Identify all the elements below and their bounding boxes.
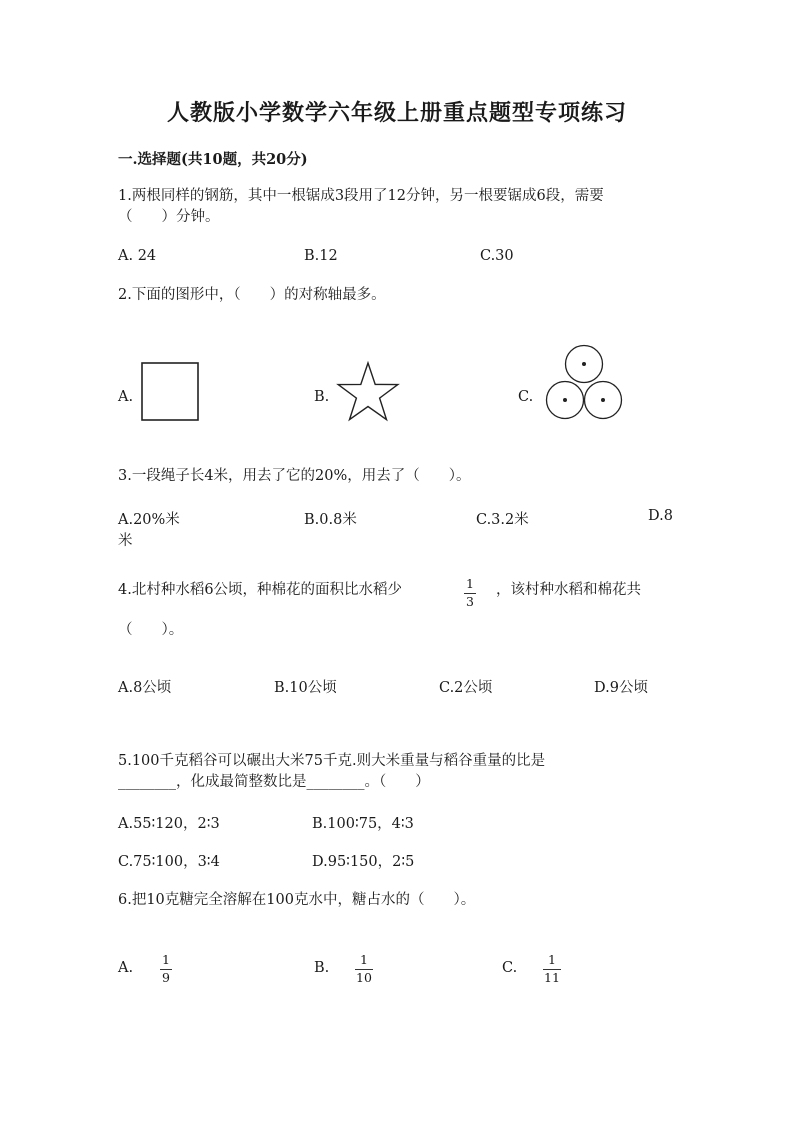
page-title: 人教版小学数学六年级上册重点题型专项练习 <box>166 100 627 126</box>
q4-option-c[interactable]: C.2公顷 <box>439 680 493 696</box>
q4-option-b[interactable]: B.10公顷 <box>274 680 337 696</box>
q6-fraction-b: 1 10 <box>356 952 372 985</box>
q6-fraction-c: 1 11 <box>544 952 560 985</box>
star-figure <box>337 361 401 423</box>
q1-option-b[interactable]: B.12 <box>304 248 338 264</box>
question-3-text: 3.一段绳子长4米，用去了它的20%，用去了（ ）。 <box>118 468 471 484</box>
q2-option-b[interactable]: B. <box>314 389 330 405</box>
q5-option-b[interactable]: B.100∶75，4∶3 <box>312 816 414 832</box>
square-figure <box>141 362 199 422</box>
q3-option-a[interactable]: A.20%米 <box>118 512 180 528</box>
q4-option-a[interactable]: A.8公顷 <box>118 680 172 696</box>
q4-fraction: 1 3 <box>464 577 476 609</box>
question-4-text-after: ，该村种水稻和棉花共 <box>496 582 641 598</box>
q5-option-a[interactable]: A.55∶120，2∶3 <box>118 816 220 832</box>
q5-option-d[interactable]: D.95∶150，2∶5 <box>312 854 415 870</box>
q4-option-d[interactable]: D.9公顷 <box>594 680 648 696</box>
q6-option-b[interactable]: B. <box>314 960 330 976</box>
q5-option-c[interactable]: C.75∶100，3∶4 <box>118 854 220 870</box>
q1-option-a[interactable]: A. 24 <box>118 248 157 264</box>
three-circles-figure <box>543 344 625 420</box>
q6-option-a[interactable]: A. <box>118 960 134 976</box>
question-4-text-before: 4.北村种水稻6公顷，种棉花的面积比水稻少 <box>118 582 403 598</box>
question-5-text: 5.100千克稻谷可以碾出大米75千克.则大米重量与稻谷重量的比是 ________，化成最简整数比是________。（ ） <box>118 753 546 790</box>
section-heading: 一.选择题(共10题，共20分) <box>118 151 308 168</box>
q3-option-d[interactable]: D.8 <box>648 508 673 524</box>
question-1-text: 1.两根同样的钢筋，其中一根锯成3段用了12分钟，另一根要锯成6段，需要 （ ）分钟。 <box>118 188 604 225</box>
q1-option-c[interactable]: C.30 <box>480 248 514 264</box>
q6-fraction-a: 1 9 <box>160 953 172 985</box>
q2-option-a[interactable]: A. <box>118 389 134 405</box>
q3-option-c[interactable]: C.3.2米 <box>476 512 529 528</box>
q6-option-c[interactable]: C. <box>502 960 518 976</box>
q3-option-b[interactable]: B.0.8米 <box>304 512 357 528</box>
question-6-text: 6.把10克糖完全溶解在100克水中，糖占水的（ ）。 <box>118 892 476 908</box>
q2-option-c[interactable]: C. <box>518 389 534 405</box>
question-4-text-line2: （ ）。 <box>118 622 184 638</box>
q3-option-d-wrap: 米 <box>118 533 133 549</box>
question-2-text: 2.下面的图形中，（ ）的对称轴最多。 <box>118 287 386 303</box>
